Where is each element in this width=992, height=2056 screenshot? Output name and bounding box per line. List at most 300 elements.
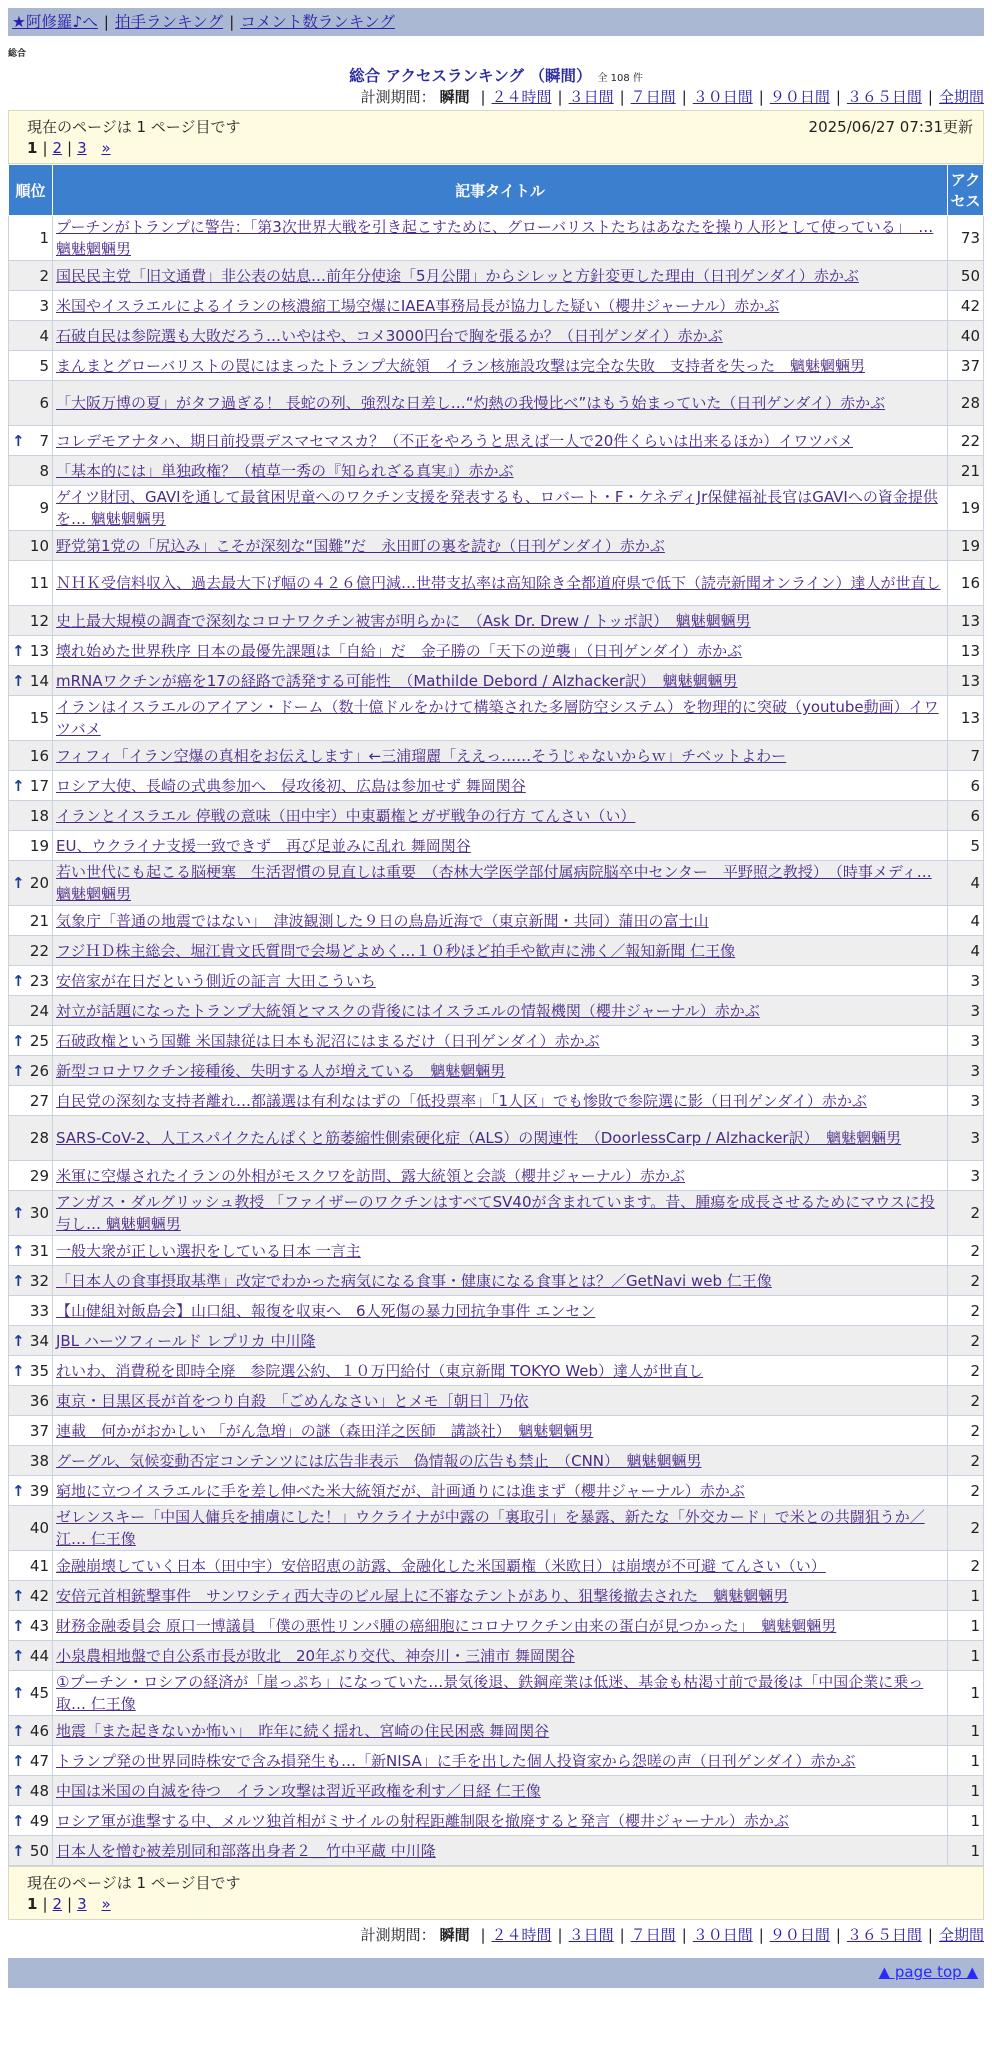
period-option-link[interactable]: ９０日間 — [769, 1926, 830, 1944]
rank-cell — [9, 831, 53, 861]
title-cell — [53, 1296, 948, 1326]
access-count: 3 — [948, 996, 984, 1026]
access-count: 37 — [948, 351, 984, 381]
rank-up-arrow-icon: ↑ — [12, 1684, 25, 1702]
article-link[interactable]: JBL ハーツフィールド レプリカ 中川隆 — [56, 1331, 316, 1350]
article-link[interactable]: EU、ウクライナ支援一致できず 再び足並みに乱れ 舞岡関谷 — [56, 836, 471, 855]
table-row — [9, 741, 984, 771]
period-current: 瞬間 — [439, 1926, 470, 1944]
table-row — [9, 1446, 984, 1476]
access-count: 13 — [948, 636, 984, 666]
rank-up-arrow-icon: ↑ — [12, 971, 25, 990]
access-count: 2 — [948, 1191, 984, 1236]
rank-number: 11 — [29, 574, 49, 592]
access-count: 16 — [948, 561, 984, 606]
rank-number: 24 — [29, 1001, 49, 1020]
title-cell — [53, 606, 948, 636]
separator: | — [103, 13, 110, 31]
table-row — [9, 1161, 984, 1191]
separator: | — [67, 139, 73, 157]
article-link[interactable]: プーチンがトランプに警告：「第3次世界大戦を引き起こすために、グローバリストたちはあなたを操り人形として使っている」 … 魑魅魍魎男 — [56, 218, 934, 258]
table-row — [9, 1746, 984, 1776]
rank-number: 39 — [29, 1481, 49, 1500]
article-link[interactable]: 一般大衆が正しい選択をしている日本 一言主 — [56, 1241, 361, 1260]
article-link[interactable]: 石破政権という国難 米国隷従は日本も泥沼にはまるだけ（日刊ゲンダイ）赤かぶ — [56, 1031, 600, 1050]
title-cell — [53, 966, 948, 996]
article-link[interactable]: 対立が話題になったトランプ大統領とマスクの背後にはイスラエルの情報機関（櫻井ジャーナル）赤かぶ — [56, 1001, 760, 1020]
access-count: 22 — [948, 426, 984, 456]
pager-page-3[interactable]: 3 — [77, 139, 87, 157]
access-count: 3 — [948, 1056, 984, 1086]
title-cell — [53, 1671, 948, 1716]
table-row — [9, 1806, 984, 1836]
rank-number: 25 — [29, 1031, 49, 1050]
period-option-link[interactable]: ３０日間 — [692, 1926, 753, 1944]
pager-next[interactable]: » — [101, 139, 111, 157]
title-cell — [53, 456, 948, 486]
pager-bottom — [27, 1895, 111, 1913]
table-row — [9, 1776, 984, 1806]
rank-cell — [9, 1326, 53, 1356]
table-row — [9, 261, 984, 291]
table-row — [9, 996, 984, 1026]
title-cell — [53, 1191, 948, 1236]
article-link[interactable]: グーグル、気候変動否定コンテンツには広告非表示 偽情報の広告も禁止 （CNN） 魑魅魍魎男 — [56, 1451, 702, 1470]
access-count: 2 — [948, 1386, 984, 1416]
separator: | — [557, 1926, 563, 1944]
rank-number: 18 — [29, 806, 49, 825]
article-link[interactable]: ロシア大使、長崎の式典参加へ 侵攻後初、広島は参加せず 舞岡関谷 — [56, 776, 526, 795]
article-link[interactable]: 安倍家が在日だという側近の証言 大田こういち — [56, 971, 376, 990]
access-count: 1 — [948, 1836, 984, 1866]
article-link[interactable]: 小泉農相地盤で自公系市長が敗北 20年ぶり交代、神奈川・三浦市 舞岡関谷 — [56, 1646, 575, 1665]
rank-number: 42 — [29, 1586, 49, 1605]
rank-number: 37 — [29, 1421, 49, 1440]
footer-bar — [8, 1958, 984, 1988]
table-row — [9, 1386, 984, 1416]
title-cell — [53, 906, 948, 936]
rank-number: 13 — [29, 641, 49, 660]
rank-up-arrow-icon: ↑ — [12, 776, 25, 795]
top-nav-bar — [8, 8, 984, 36]
table-row — [9, 426, 984, 456]
rank-number: 15 — [29, 709, 49, 727]
access-count: 6 — [948, 801, 984, 831]
title-cell — [53, 1056, 948, 1086]
rank-number: 10 — [29, 536, 49, 555]
title-cell — [53, 1611, 948, 1641]
title-cell — [53, 261, 948, 291]
title-cell — [53, 1836, 948, 1866]
article-link[interactable]: SARS-CoV-2、人工スパイクたんぱくと筋萎縮性側索硬化症（ALS）の関連性 （DoorlessCarp / Alzhacker訳） 魑魅魍魎男 — [56, 1129, 902, 1147]
rank-cell — [9, 1641, 53, 1671]
period-option-link[interactable]: ３６５日間 — [846, 88, 922, 106]
rank-cell — [9, 906, 53, 936]
article-link[interactable]: 気象庁「普通の地震ではない」 津波観測した９日の鳥島近海で（東京新聞・共同）蒲田の富士山 — [56, 911, 709, 930]
rank-number: 20 — [29, 874, 49, 892]
period-label: 計測期間： — [360, 1926, 436, 1944]
article-link[interactable]: 財務金融委員会 原口一博議員 「僕の悪性リンパ腫の癌細胞にコロナワクチン由来の蛋白が見つかった」 魑魅魍魎男 — [56, 1616, 837, 1635]
table-row — [9, 1581, 984, 1611]
title-cell — [53, 1716, 948, 1746]
title-cell — [53, 426, 948, 456]
article-link[interactable]: 金融崩壊していく日本（田中宇）安倍昭恵の訪露、金融化した米国覇権（米欧日）は崩壊が不可避 てんさい（い） — [56, 1556, 826, 1575]
table-row — [9, 1191, 984, 1236]
table-row — [9, 636, 984, 666]
rank-cell — [9, 531, 53, 561]
article-link[interactable]: 窮地に立つイスラエルに手を差し伸べた米大統領だが、計画通りには進まず（櫻井ジャーナル）赤かぶ — [56, 1481, 745, 1500]
rank-cell — [9, 1836, 53, 1866]
page-info-box-bottom — [8, 1866, 984, 1920]
title-cell — [53, 1506, 948, 1551]
header-title: 記事タイトル — [53, 165, 948, 216]
rank-cell — [9, 771, 53, 801]
article-link[interactable]: ゲイツ財団、GAVIを通して最貧困児童へのワクチン支援を発表するも、ロバート・F・ケネディJr保健福祉長官はGAVIへの資金提供を… 魑魅魍魎男 — [56, 488, 938, 528]
rank-up-arrow-icon: ↑ — [12, 671, 25, 690]
title-cell — [53, 486, 948, 531]
access-count: 2 — [948, 1266, 984, 1296]
rank-number: 16 — [29, 746, 49, 765]
rank-up-arrow-icon: ↑ — [12, 1841, 25, 1860]
title-cell — [53, 741, 948, 771]
article-link[interactable]: 壊れ始めた世界秩序 日本の最優先課題は「自給」だ 金子勝の「天下の逆襲」（日刊ゲンダイ）赤かぶ — [56, 641, 743, 660]
table-row — [9, 531, 984, 561]
access-count: 2 — [948, 1356, 984, 1386]
table-row — [9, 861, 984, 906]
article-link[interactable]: イランとイスラエル 停戦の意味（田中宇）中東覇権とガザ戦争の行方 てんさい（い） — [56, 806, 636, 825]
period-option-link[interactable]: ３０日間 — [692, 88, 753, 106]
total-count: 全 108 件 — [597, 73, 643, 84]
title-cell — [53, 636, 948, 666]
article-link[interactable]: ゼレンスキー「中国人傭兵を捕虜にした！」ウクライナが中露の「裏取引」を暴露、新たな「外交カード」で米との共闘狙うか／江… 仁王像 — [56, 1508, 925, 1548]
rank-cell — [9, 936, 53, 966]
access-count: 2 — [948, 1476, 984, 1506]
page-title — [0, 64, 992, 86]
table-row — [9, 1641, 984, 1671]
rank-cell — [9, 636, 53, 666]
article-link[interactable]: フィフィ「イラン空爆の真相をお伝えします」←三浦瑠麗「ええっ……そうじゃないからｗ」チベットよわー — [56, 746, 787, 765]
article-link[interactable]: れいわ、消費税を即時全廃 参院選公約、１０万円給付（東京新聞 TOKYO Web）達人が世直し — [56, 1361, 704, 1380]
spacer — [92, 1895, 97, 1913]
separator: | — [480, 1926, 486, 1944]
article-link[interactable]: 【山健組対飯島会】山口組、報復を収束へ 6人死傷の暴力団抗争事件 エンセン — [56, 1301, 596, 1320]
period-option-link[interactable]: ３日間 — [568, 88, 614, 106]
rank-up-arrow-icon: ↑ — [12, 1361, 25, 1380]
table-row — [9, 666, 984, 696]
table-row — [9, 1116, 984, 1161]
rank-number: 21 — [29, 911, 49, 930]
rank-number: 6 — [39, 394, 49, 412]
period-option-link[interactable]: 全期間 — [938, 88, 984, 106]
access-count: 13 — [948, 696, 984, 741]
rank-up-arrow-icon: ↑ — [12, 1616, 25, 1635]
article-link[interactable]: 安倍元首相銃撃事件 サンワシティ西大寺のビル屋上に不審なテントがあり、狙撃後撤去された 魑魅魍魎男 — [56, 1586, 789, 1605]
separator: | — [758, 88, 764, 106]
separator: | — [619, 88, 625, 106]
access-count: 3 — [948, 966, 984, 996]
access-count: 50 — [948, 261, 984, 291]
period-option-link[interactable]: ９０日間 — [769, 88, 830, 106]
rank-cell — [9, 1416, 53, 1446]
pager-page-2[interactable]: 2 — [52, 139, 63, 157]
rank-cell — [9, 1116, 53, 1161]
rank-cell — [9, 1236, 53, 1266]
title-cell — [53, 666, 948, 696]
article-link[interactable]: ＮＨＫ受信料収入、過去最大下げ幅の４２６億円減…世帯支払率は高知除き全都道府県で低下（読売新聞オンライン）達人が世直し — [56, 574, 941, 592]
rank-up-arrow-icon: ↑ — [12, 1481, 25, 1500]
title-cell — [53, 1116, 948, 1161]
rank-cell — [9, 216, 53, 261]
title-cell — [53, 1086, 948, 1116]
access-count: 2 — [948, 1506, 984, 1551]
title-cell — [53, 1356, 948, 1386]
title-cell — [53, 1266, 948, 1296]
title-cell — [53, 771, 948, 801]
home-link[interactable]: ★阿修羅♪へ — [12, 13, 98, 31]
pager-current: 1 — [27, 139, 38, 157]
rank-number: 48 — [29, 1781, 49, 1800]
period-selector-bottom — [361, 1924, 984, 1945]
article-link[interactable]: イランはイスラエルのアイアン・ドーム（数十億ドルをかけて構築された多層防空システム）を物理的に突破（youtube動画）イワツバメ — [56, 698, 939, 738]
table-row — [9, 1551, 984, 1581]
title-cell — [53, 291, 948, 321]
title-cell — [53, 936, 948, 966]
access-count: 5 — [948, 831, 984, 861]
period-option-link[interactable]: ７日間 — [630, 1926, 676, 1944]
article-link[interactable]: ロシア軍が進撃する中、メルツ独首相がミサイルの射程距離制限を撤廃すると発言（櫻井ジャーナル）赤かぶ — [56, 1811, 789, 1830]
rank-number: 43 — [29, 1616, 49, 1635]
clap-ranking-link[interactable]: 拍手ランキング — [115, 13, 224, 31]
article-link[interactable]: フジＨＤ株主総会、堀江貴文氏質問で会場どよめく…１０秒ほど拍手や歓声に沸く／報知新聞 仁王像 — [56, 941, 736, 960]
rank-cell — [9, 426, 53, 456]
separator: | — [758, 1926, 764, 1944]
rank-cell — [9, 1446, 53, 1476]
rank-cell — [9, 1776, 53, 1806]
access-count: 42 — [948, 291, 984, 321]
table-row — [9, 321, 984, 351]
rank-cell — [9, 666, 53, 696]
rank-cell — [9, 1266, 53, 1296]
rank-cell — [9, 381, 53, 426]
article-link[interactable]: 「日本人の食事摂取基準」改定でわかった病気になる食事・健康になる食事とは？／GetNavi web 仁王像 — [56, 1271, 772, 1290]
access-count: 4 — [948, 861, 984, 906]
title-cell — [53, 861, 948, 906]
access-count: 3 — [948, 1026, 984, 1056]
rank-up-arrow-icon: ↑ — [12, 1751, 25, 1770]
article-link[interactable]: アンガス・ダルグリッシュ教授 「ファイザーのワクチンはすべてSV40が含まれています。昔、腫瘍を成長させるためにマウスに投与し… 魑魅魍魎男 — [56, 1193, 935, 1233]
article-link[interactable]: 「基本的には」単独政権？（植草一秀の『知られざる真実』）赤かぶ — [56, 461, 514, 480]
table-row — [9, 1086, 984, 1116]
article-link[interactable]: 「大阪万博の夏」がタフ過ぎる！ 長蛇の列、強烈な日差し…“灼熱の我慢比べ”はもう始まっていた（日刊ゲンダイ）赤かぶ — [56, 394, 886, 412]
rank-cell — [9, 486, 53, 531]
article-link[interactable]: まんまとグローバリストの罠にはまったトランプ大統領 イラン核施設攻撃は完全な失敗 支持者を失った 魑魅魍魎男 — [56, 356, 865, 375]
pager-page-3[interactable]: 3 — [77, 1895, 87, 1913]
rank-number: 32 — [29, 1271, 49, 1290]
rank-number: 19 — [29, 836, 49, 855]
title-cell — [53, 561, 948, 606]
access-count: 3 — [948, 1161, 984, 1191]
header-rank: 順位 — [9, 165, 53, 216]
page-top-link[interactable]: ▲ page top ▲ — [878, 1963, 978, 1981]
rank-up-arrow-icon: ↑ — [12, 1586, 25, 1605]
updated-timestamp: 2025/06/27 07:31更新 — [808, 118, 973, 136]
access-count: 6 — [948, 771, 984, 801]
article-link[interactable]: 国民民主党「旧文通費」非公表の姑息…前年分使途「5月公開」からシレッと方針変更した理由（日刊ゲンダイ）赤かぶ — [56, 266, 859, 285]
table-row — [9, 1266, 984, 1296]
article-link[interactable]: mRNAワクチンが癌を17の経路で誘発する可能性 （Mathilde Debord / Alzhacker訳） 魑魅魍魎男 — [56, 671, 738, 690]
table-row — [9, 1836, 984, 1866]
title-cell — [53, 1581, 948, 1611]
rank-number: 1 — [39, 229, 49, 247]
period-option-link[interactable]: ２４時間 — [491, 1926, 552, 1944]
article-link[interactable]: トランプ発の世界同時株安で含み損発生も…「新NISA」に手を出した個人投資家から怨嗟の声（日刊ゲンダイ）赤かぶ — [56, 1751, 856, 1770]
rank-cell — [9, 1026, 53, 1056]
title-cell — [53, 1746, 948, 1776]
access-count: 2 — [948, 1446, 984, 1476]
rank-number: 7 — [39, 431, 49, 450]
separator: | — [681, 88, 687, 106]
rank-number: 41 — [29, 1556, 49, 1575]
rank-up-arrow-icon: ↑ — [12, 1031, 25, 1050]
rank-cell — [9, 351, 53, 381]
article-link[interactable]: 東京・目黒区長が首をつり自殺 「ごめんなさい」とメモ［朝日］乃依 — [56, 1391, 529, 1410]
rank-cell — [9, 1716, 53, 1746]
rank-number: 26 — [29, 1061, 49, 1080]
separator: | — [927, 1926, 933, 1944]
rank-cell — [9, 1581, 53, 1611]
separator: | — [229, 13, 235, 31]
article-link[interactable]: 米国やイスラエルによるイランの核濃縮工場空爆にIAEA事務局長が協力した疑い（櫻井ジャーナル）赤かぶ — [56, 296, 780, 315]
article-link[interactable]: 日本人を憎む被差別同和部落出身者２＿竹中平蔵 中川隆 — [56, 1841, 436, 1860]
access-count: 1 — [948, 1746, 984, 1776]
access-count: 13 — [948, 606, 984, 636]
access-count: 7 — [948, 741, 984, 771]
rank-number: 5 — [39, 356, 49, 375]
table-row — [9, 771, 984, 801]
access-count: 2 — [948, 1236, 984, 1266]
title-cell — [53, 321, 948, 351]
access-count: 3 — [948, 1086, 984, 1116]
article-link[interactable]: 石破自民は参院選も大敗だろう…いやはや、コメ3000円台で胸を張るか？（日刊ゲンダイ）赤かぶ — [56, 326, 723, 345]
table-header-row — [9, 165, 984, 216]
separator: | — [42, 1895, 48, 1913]
rank-up-arrow-icon: ↑ — [12, 1061, 25, 1080]
rank-number: 40 — [29, 1519, 49, 1537]
pager-page-2[interactable]: 2 — [52, 1895, 63, 1913]
separator: | — [557, 88, 563, 106]
article-link[interactable]: 史上最大規模の調査で深刻なコロナワクチン被害が明らかに （Ask Dr. Drew / トッポ訳） 魑魅魍魎男 — [56, 611, 751, 630]
rank-cell — [9, 1746, 53, 1776]
rank-cell — [9, 1506, 53, 1551]
article-link[interactable]: 新型コロナワクチン接種後、失明する人が増えている 魑魅魍魎男 — [56, 1061, 506, 1080]
article-link[interactable]: 中国は米国の自滅を待つ イラン攻撃は習近平政権を利す／日経 仁王像 — [56, 1781, 541, 1800]
separator: | — [835, 1926, 841, 1944]
table-row — [9, 1326, 984, 1356]
access-count: 19 — [948, 486, 984, 531]
rank-cell — [9, 1386, 53, 1416]
article-link[interactable]: 連載 何かがおかしい 「がん急増」の謎（森田洋之医師 講談社） 魑魅魍魎男 — [56, 1421, 594, 1440]
access-count: 1 — [948, 1611, 984, 1641]
rank-up-arrow-icon: ↑ — [12, 1721, 25, 1740]
rank-number: 12 — [29, 611, 49, 630]
comment-ranking-link[interactable]: コメント数ランキング — [240, 13, 395, 31]
title-cell — [53, 1236, 948, 1266]
separator: | — [480, 88, 486, 106]
pager-next[interactable]: » — [101, 1895, 111, 1913]
access-count: 19 — [948, 531, 984, 561]
rank-number: 45 — [29, 1684, 49, 1702]
period-option-link[interactable]: ７日間 — [630, 88, 676, 106]
rank-number: 36 — [29, 1391, 49, 1410]
table-row — [9, 906, 984, 936]
article-link[interactable]: コレデモアナタハ、期日前投票デスマセマスカ？（不正をやろうと思えば一人で20件くらいは出来るほか）イワツバメ — [56, 431, 853, 450]
access-count: 2 — [948, 1416, 984, 1446]
access-count: 1 — [948, 1806, 984, 1836]
table-row — [9, 1671, 984, 1716]
period-option-link[interactable]: ３６５日間 — [846, 1926, 922, 1944]
rank-cell — [9, 291, 53, 321]
access-count: 4 — [948, 906, 984, 936]
period-option-link[interactable]: 全期間 — [938, 1926, 984, 1944]
article-link[interactable]: 地震「また起きないか怖い」 昨年に続く揺れ、宮崎の住民困惑 舞岡関谷 — [56, 1721, 550, 1740]
rank-number: 23 — [29, 971, 49, 990]
table-row — [9, 831, 984, 861]
rank-number: 50 — [29, 1841, 49, 1860]
rank-number: 3 — [39, 296, 49, 315]
access-count: 1 — [948, 1671, 984, 1716]
article-link[interactable]: 若い世代にも起こる脳梗塞 生活習慣の見直しは重要 （杏林大学医学部付属病院脳卒中センター 平野照之教授） （時事メディ… 魑魅魍魎男 — [56, 863, 932, 903]
rank-up-arrow-icon: ↑ — [12, 1204, 25, 1222]
table-row — [9, 351, 984, 381]
access-count: 2 — [948, 1326, 984, 1356]
table-row — [9, 1056, 984, 1086]
rank-number: 34 — [29, 1331, 49, 1350]
period-option-link[interactable]: ３日間 — [568, 1926, 614, 1944]
article-link[interactable]: 自民党の深刻な支持者離れ…都議選は有利なはずの「低投票率」「1人区」でも惨敗で参院選に影（日刊ゲンダイ）赤かぶ — [56, 1091, 867, 1110]
rank-number: 14 — [29, 671, 49, 690]
rank-up-arrow-icon: ↑ — [12, 1331, 25, 1350]
rank-number: 33 — [29, 1301, 49, 1320]
rank-number: 44 — [29, 1646, 49, 1665]
title-cell — [53, 831, 948, 861]
period-option-link[interactable]: ２４時間 — [491, 88, 552, 106]
category-label: 総合 — [8, 49, 27, 59]
title-cell — [53, 1551, 948, 1581]
table-row — [9, 1716, 984, 1746]
separator: | — [42, 139, 48, 157]
table-row — [9, 606, 984, 636]
table-row — [9, 801, 984, 831]
rank-up-arrow-icon: ↑ — [12, 874, 25, 892]
page-info-box — [8, 110, 984, 164]
article-link[interactable]: 野党第1党の「尻込み」こそが深刻な“国難”だ 永田町の裏を読む（日刊ゲンダイ）赤かぶ — [56, 536, 665, 555]
period-label: 計測期間： — [360, 88, 436, 106]
table-row — [9, 966, 984, 996]
title-cell — [53, 1476, 948, 1506]
article-link[interactable]: 米軍に空爆されたイランの外相がモスクワを訪問、露大統領と会談（櫻井ジャーナル）赤かぶ — [56, 1166, 685, 1185]
title-cell — [53, 801, 948, 831]
article-link[interactable]: ①プーチン・ロシアの経済が「崖っぷち」になっていた…景気後退、鉄鋼産業は低迷、基金も枯渇寸前で最後は「中国企業に乗っ取… 仁王像 — [56, 1673, 924, 1713]
header-access: アクセス — [948, 165, 984, 216]
current-page-text: 現在のページは 1 ページ目です — [27, 1874, 241, 1892]
rank-number: 46 — [29, 1721, 49, 1740]
rank-up-arrow-icon: ↑ — [12, 1781, 25, 1800]
table-row — [9, 381, 984, 426]
rank-number: 8 — [39, 461, 49, 480]
rank-number: 2 — [39, 266, 49, 285]
table-row — [9, 696, 984, 741]
pager-top — [27, 139, 111, 157]
